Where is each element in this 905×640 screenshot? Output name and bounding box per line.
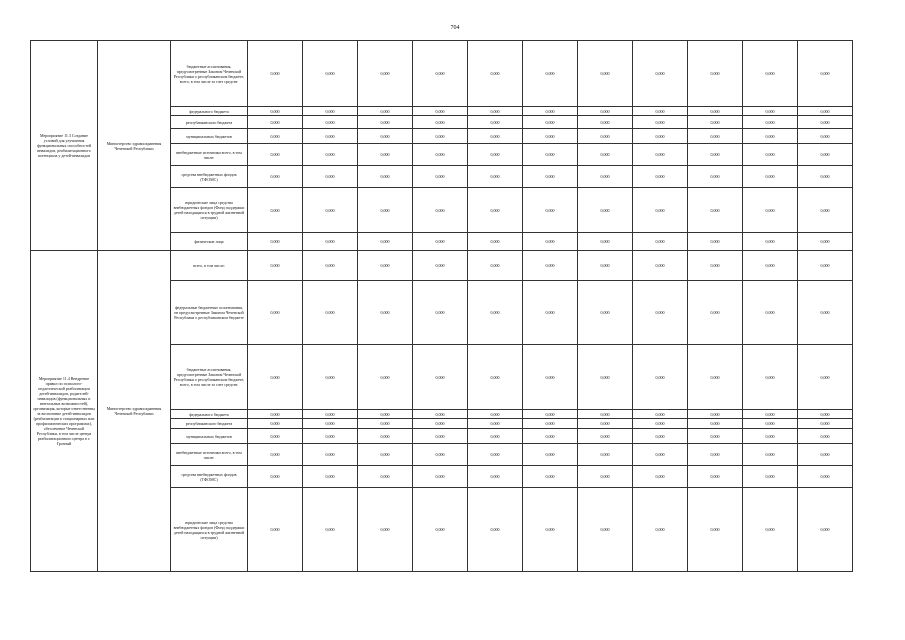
value-cell: 0,000 xyxy=(413,41,468,107)
value-cell: 0,000 xyxy=(413,251,468,281)
value-cell: 0,000 xyxy=(358,144,413,166)
value-cell: 0,000 xyxy=(688,444,743,466)
value-cell: 0,000 xyxy=(358,166,413,188)
value-cell: 0,000 xyxy=(523,410,578,419)
value-cell: 0,000 xyxy=(468,410,523,419)
value-cell: 0,000 xyxy=(413,281,468,345)
value-cell: 0,000 xyxy=(743,281,798,345)
value-cell: 0,000 xyxy=(248,251,303,281)
value-cell: 0,000 xyxy=(743,41,798,107)
value-cell: 0,000 xyxy=(743,419,798,429)
value-cell: 0,000 xyxy=(578,41,633,107)
table-row xyxy=(31,251,853,281)
funding-source-cell: внебюджетные источники всего, в том числе: xyxy=(171,144,248,166)
value-cell: 0,000 xyxy=(633,419,688,429)
value-cell: 0,000 xyxy=(688,410,743,419)
value-cell: 0,000 xyxy=(523,144,578,166)
value-cell: 0,000 xyxy=(633,345,688,410)
value-cell: 0,000 xyxy=(688,233,743,251)
funding-source-cell: муниципальных бюджетов xyxy=(171,429,248,444)
value-cell: 0,000 xyxy=(413,129,468,144)
value-cell: 0,000 xyxy=(633,281,688,345)
value-cell: 0,000 xyxy=(468,444,523,466)
value-cell: 0,000 xyxy=(798,107,853,116)
value-cell: 0,000 xyxy=(358,41,413,107)
value-cell: 0,000 xyxy=(523,429,578,444)
value-cell: 0,000 xyxy=(688,116,743,129)
value-cell: 0,000 xyxy=(633,251,688,281)
funding-source-cell: физические лица xyxy=(171,233,248,251)
value-cell: 0,000 xyxy=(523,116,578,129)
value-cell: 0,000 xyxy=(578,345,633,410)
value-cell: 0,000 xyxy=(248,410,303,419)
value-cell: 0,000 xyxy=(743,251,798,281)
value-cell: 0,000 xyxy=(523,107,578,116)
value-cell: 0,000 xyxy=(578,466,633,488)
value-cell: 0,000 xyxy=(248,466,303,488)
value-cell: 0,000 xyxy=(358,419,413,429)
value-cell: 0,000 xyxy=(468,345,523,410)
funding-source-cell: федеральные бюджетные ассигнования, не предусмотренные Законом Чеченской Республики о республиканском бюджете xyxy=(171,281,248,345)
value-cell: 0,000 xyxy=(688,188,743,233)
value-cell: 0,000 xyxy=(303,419,358,429)
value-cell: 0,000 xyxy=(468,281,523,345)
value-cell: 0,000 xyxy=(633,116,688,129)
value-cell: 0,000 xyxy=(743,410,798,419)
value-cell: 0,000 xyxy=(468,488,523,572)
value-cell: 0,000 xyxy=(523,419,578,429)
value-cell: 0,000 xyxy=(798,488,853,572)
value-cell: 0,000 xyxy=(358,129,413,144)
value-cell: 0,000 xyxy=(523,345,578,410)
value-cell: 0,000 xyxy=(688,419,743,429)
value-cell: 0,000 xyxy=(303,166,358,188)
funding-source-cell: средства внебюджетных фондов (ТФОМС) xyxy=(171,466,248,488)
executor-cell: Министерство здравоохранения Чеченской Республики xyxy=(98,41,171,251)
value-cell: 0,000 xyxy=(303,444,358,466)
value-cell: 0,000 xyxy=(798,129,853,144)
value-cell: 0,000 xyxy=(633,129,688,144)
value-cell: 0,000 xyxy=(358,107,413,116)
value-cell: 0,000 xyxy=(798,419,853,429)
value-cell: 0,000 xyxy=(688,251,743,281)
value-cell: 0,000 xyxy=(523,466,578,488)
value-cell: 0,000 xyxy=(413,233,468,251)
value-cell: 0,000 xyxy=(743,429,798,444)
value-cell: 0,000 xyxy=(303,107,358,116)
value-cell: 0,000 xyxy=(468,144,523,166)
value-cell: 0,000 xyxy=(688,466,743,488)
value-cell: 0,000 xyxy=(303,251,358,281)
value-cell: 0,000 xyxy=(413,107,468,116)
value-cell: 0,000 xyxy=(688,41,743,107)
value-cell: 0,000 xyxy=(798,116,853,129)
value-cell: 0,000 xyxy=(413,144,468,166)
page-number: 704 xyxy=(450,25,460,31)
value-cell: 0,000 xyxy=(413,188,468,233)
value-cell: 0,000 xyxy=(688,107,743,116)
value-cell: 0,000 xyxy=(523,166,578,188)
value-cell: 0,000 xyxy=(798,188,853,233)
value-cell: 0,000 xyxy=(798,429,853,444)
value-cell: 0,000 xyxy=(468,107,523,116)
value-cell: 0,000 xyxy=(248,116,303,129)
value-cell: 0,000 xyxy=(358,488,413,572)
value-cell: 0,000 xyxy=(578,429,633,444)
value-cell: 0,000 xyxy=(743,488,798,572)
value-cell: 0,000 xyxy=(523,129,578,144)
value-cell: 0,000 xyxy=(468,166,523,188)
value-cell: 0,000 xyxy=(633,144,688,166)
value-cell: 0,000 xyxy=(633,107,688,116)
value-cell: 0,000 xyxy=(413,429,468,444)
value-cell: 0,000 xyxy=(413,444,468,466)
value-cell: 0,000 xyxy=(468,429,523,444)
value-cell: 0,000 xyxy=(358,410,413,419)
value-cell: 0,000 xyxy=(798,41,853,107)
value-cell: 0,000 xyxy=(248,188,303,233)
value-cell: 0,000 xyxy=(358,251,413,281)
value-cell: 0,000 xyxy=(248,166,303,188)
value-cell: 0,000 xyxy=(743,107,798,116)
value-cell: 0,000 xyxy=(358,233,413,251)
value-cell: 0,000 xyxy=(688,429,743,444)
value-cell: 0,000 xyxy=(248,144,303,166)
value-cell: 0,000 xyxy=(358,281,413,345)
value-cell: 0,000 xyxy=(798,251,853,281)
value-cell: 0,000 xyxy=(688,144,743,166)
value-cell: 0,000 xyxy=(798,466,853,488)
executor-cell: Министерство здравоохранения Чеченской Республики xyxy=(98,251,171,572)
value-cell: 0,000 xyxy=(688,488,743,572)
value-cell: 0,000 xyxy=(798,144,853,166)
value-cell: 0,000 xyxy=(578,251,633,281)
value-cell: 0,000 xyxy=(248,419,303,429)
value-cell: 0,000 xyxy=(578,444,633,466)
value-cell: 0,000 xyxy=(743,166,798,188)
value-cell: 0,000 xyxy=(798,166,853,188)
funding-source-cell: республиканского бюджета xyxy=(171,116,248,129)
funding-source-cell: всего, в том числе: xyxy=(171,251,248,281)
value-cell: 0,000 xyxy=(743,188,798,233)
value-cell: 0,000 xyxy=(578,233,633,251)
value-cell: 0,000 xyxy=(303,281,358,345)
value-cell: 0,000 xyxy=(743,345,798,410)
value-cell: 0,000 xyxy=(578,107,633,116)
value-cell: 0,000 xyxy=(413,466,468,488)
value-cell: 0,000 xyxy=(688,281,743,345)
value-cell: 0,000 xyxy=(358,345,413,410)
value-cell: 0,000 xyxy=(633,41,688,107)
funding-table xyxy=(30,40,853,572)
value-cell: 0,000 xyxy=(248,429,303,444)
value-cell: 0,000 xyxy=(413,410,468,419)
funding-source-cell: бюджетные ассигнования, предусмотренные Законом Чеченской Республики о республиканском бюджете, всего, в том числе за счет средств: xyxy=(171,41,248,107)
value-cell: 0,000 xyxy=(743,144,798,166)
value-cell: 0,000 xyxy=(468,251,523,281)
value-cell: 0,000 xyxy=(578,281,633,345)
value-cell: 0,000 xyxy=(578,129,633,144)
value-cell: 0,000 xyxy=(743,466,798,488)
value-cell: 0,000 xyxy=(358,116,413,129)
value-cell: 0,000 xyxy=(468,419,523,429)
value-cell: 0,000 xyxy=(303,345,358,410)
value-cell: 0,000 xyxy=(633,488,688,572)
value-cell: 0,000 xyxy=(358,429,413,444)
funding-source-cell: бюджетные ассигнования, предусмотренные Законом Чеченской Республики о республиканском бюджете, всего, в том числе за счет средств: xyxy=(171,345,248,410)
value-cell: 0,000 xyxy=(248,281,303,345)
funding-source-cell: юридические лица средства внебюджетных фондов (Фонд поддержки детей находящихся в трудной жизненной ситуации) xyxy=(171,188,248,233)
value-cell: 0,000 xyxy=(578,166,633,188)
value-cell: 0,000 xyxy=(303,466,358,488)
value-cell: 0,000 xyxy=(248,41,303,107)
value-cell: 0,000 xyxy=(468,233,523,251)
value-cell: 0,000 xyxy=(523,251,578,281)
value-cell: 0,000 xyxy=(303,488,358,572)
value-cell: 0,000 xyxy=(303,41,358,107)
value-cell: 0,000 xyxy=(633,188,688,233)
funding-source-cell: внебюджетные источники всего, в том числе: xyxy=(171,444,248,466)
value-cell: 0,000 xyxy=(523,41,578,107)
value-cell: 0,000 xyxy=(688,129,743,144)
value-cell: 0,000 xyxy=(303,233,358,251)
value-cell: 0,000 xyxy=(798,281,853,345)
value-cell: 0,000 xyxy=(413,116,468,129)
value-cell: 0,000 xyxy=(798,444,853,466)
value-cell: 0,000 xyxy=(303,129,358,144)
measure-cell: Мероприятие 11.4 Внедрение правил по психолого-педагогической реабилитации детей-инвалидов, родителей-инвалидов (функциональных и ментальных возможностей), организация, которые ответственны за воспитание детей-инвалидов (реабилитации в стационарных или профилактических программах), обеспечение Чеченской Республики, в том числе центра реабилитационного центра в г. Грозный xyxy=(31,251,98,572)
value-cell: 0,000 xyxy=(413,345,468,410)
value-cell: 0,000 xyxy=(578,488,633,572)
funding-source-cell: федерального бюджета xyxy=(171,107,248,116)
value-cell: 0,000 xyxy=(248,129,303,144)
value-cell: 0,000 xyxy=(688,166,743,188)
value-cell: 0,000 xyxy=(358,188,413,233)
value-cell: 0,000 xyxy=(248,345,303,410)
value-cell: 0,000 xyxy=(468,41,523,107)
funding-source-cell: средства внебюджетных фондов (ТФОМС) xyxy=(171,166,248,188)
value-cell: 0,000 xyxy=(523,488,578,572)
value-cell: 0,000 xyxy=(798,345,853,410)
value-cell: 0,000 xyxy=(413,488,468,572)
value-cell: 0,000 xyxy=(578,116,633,129)
value-cell: 0,000 xyxy=(578,188,633,233)
value-cell: 0,000 xyxy=(303,429,358,444)
value-cell: 0,000 xyxy=(248,233,303,251)
value-cell: 0,000 xyxy=(358,444,413,466)
value-cell: 0,000 xyxy=(413,419,468,429)
value-cell: 0,000 xyxy=(798,410,853,419)
measure-cell: Мероприятие 11.3 Создание условий для улучшения функциональных способностей инвалидов, реабилитационного потенциала у детей-инвалидов xyxy=(31,41,98,251)
value-cell: 0,000 xyxy=(743,444,798,466)
value-cell: 0,000 xyxy=(633,466,688,488)
value-cell: 0,000 xyxy=(523,281,578,345)
table-row xyxy=(31,41,853,107)
funding-source-cell: муниципальных бюджетов xyxy=(171,129,248,144)
value-cell: 0,000 xyxy=(688,345,743,410)
value-cell: 0,000 xyxy=(248,488,303,572)
value-cell: 0,000 xyxy=(743,233,798,251)
value-cell: 0,000 xyxy=(248,107,303,116)
value-cell: 0,000 xyxy=(303,188,358,233)
funding-source-cell: федерального бюджета xyxy=(171,410,248,419)
value-cell: 0,000 xyxy=(633,429,688,444)
value-cell: 0,000 xyxy=(578,410,633,419)
value-cell: 0,000 xyxy=(633,233,688,251)
value-cell: 0,000 xyxy=(743,116,798,129)
value-cell: 0,000 xyxy=(798,233,853,251)
funding-source-cell: юридические лица средства внебюджетных фондов (Фонд поддержки детей находящихся в трудной жизненной ситуации) xyxy=(171,488,248,572)
value-cell: 0,000 xyxy=(633,410,688,419)
funding-source-cell: республиканского бюджета xyxy=(171,419,248,429)
value-cell: 0,000 xyxy=(468,466,523,488)
value-cell: 0,000 xyxy=(303,410,358,419)
value-cell: 0,000 xyxy=(303,116,358,129)
value-cell: 0,000 xyxy=(248,444,303,466)
value-cell: 0,000 xyxy=(523,188,578,233)
value-cell: 0,000 xyxy=(468,116,523,129)
value-cell: 0,000 xyxy=(468,188,523,233)
value-cell: 0,000 xyxy=(303,144,358,166)
value-cell: 0,000 xyxy=(578,144,633,166)
value-cell: 0,000 xyxy=(523,233,578,251)
value-cell: 0,000 xyxy=(743,129,798,144)
value-cell: 0,000 xyxy=(633,444,688,466)
value-cell: 0,000 xyxy=(358,466,413,488)
value-cell: 0,000 xyxy=(468,129,523,144)
value-cell: 0,000 xyxy=(413,166,468,188)
value-cell: 0,000 xyxy=(578,419,633,429)
value-cell: 0,000 xyxy=(523,444,578,466)
value-cell: 0,000 xyxy=(633,166,688,188)
